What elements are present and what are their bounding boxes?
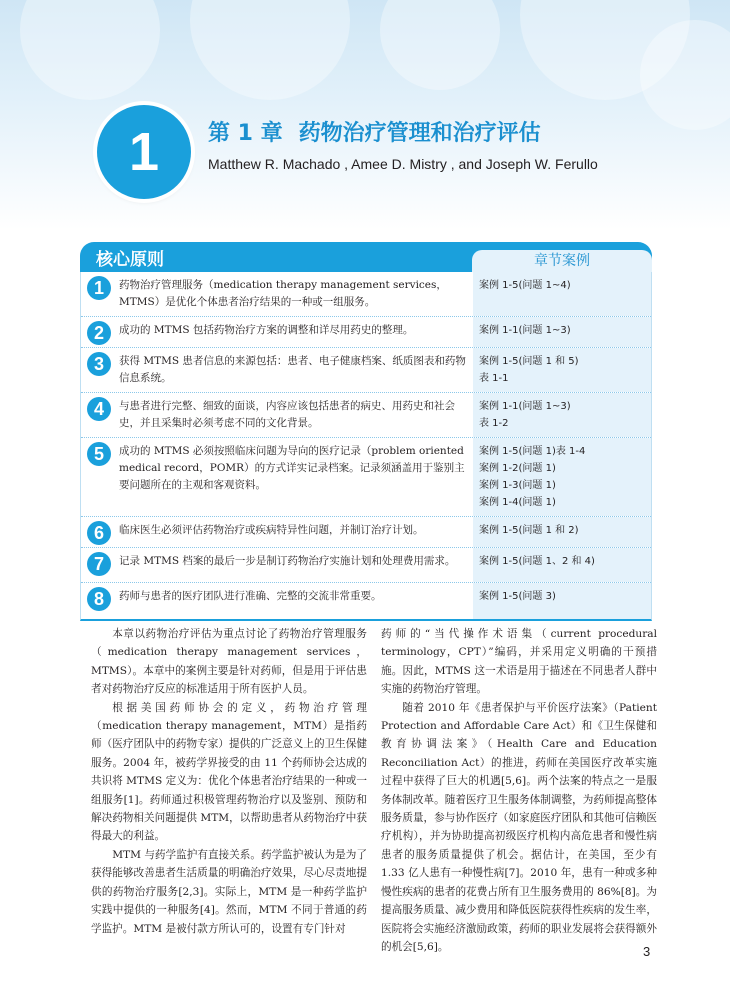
body-column-right [381, 625, 657, 956]
case-reference: 案例 1-3(问题 1) [479, 480, 556, 491]
principle-cases [473, 548, 651, 582]
principle-number: 7 [87, 552, 111, 576]
body-paragraph: 药师的“当代操作术语集（current procedural terminology，CPT）”编码，并采用定义明确的干预措施。因此，MTMS 这一术语是用于描述在不同患者人群中实施的药物治疗管理。 [381, 628, 657, 696]
chapter-title-text: 药物治疗管理和治疗评估 [298, 121, 541, 146]
principle-cases [473, 438, 651, 516]
principle-number-cell [81, 348, 117, 392]
case-reference: 案例 1-5(问题 1 和 5) [479, 356, 579, 367]
principle-number-cell [81, 317, 117, 347]
case-reference: 案例 1-5(问题 1~4) [479, 280, 571, 291]
case-reference: 案例 1-1(问题 1~3) [479, 325, 571, 336]
body-paragraph: 本章以药物治疗评估为重点讨论了药物治疗管理服务（medication therapy management services，MTMS）。本章中的案例主要是针对药师，但是用于评估患者对药物治疗反应的标准适用于所有医护人员。 [91, 628, 367, 696]
principle-text: 临床医生必须评估药物治疗或疾病特异性问题，并制订治疗计划。 [119, 524, 424, 536]
principle-number-cell [81, 272, 117, 316]
principle-number: 4 [87, 397, 111, 421]
header-band [0, 0, 730, 230]
body-column-left [91, 625, 367, 938]
case-reference: 案例 1-1(问题 1~3) [479, 401, 571, 412]
principle-cases [473, 317, 651, 347]
principle-row [81, 348, 651, 393]
chapter-cases-title: 章节案例 [472, 250, 652, 272]
page-number: 3 [643, 944, 651, 959]
body-paragraph: MTM 与药学监护有直接关系。药学监护被认为是为了获得能够改善患者生活质量的明确治疗效果，尽心尽责地提供的药物治疗服务[2,3]。实际上，MTM 是一种药学监护实践中提供的一种服务[4]。然而，MTM 不同于普通的药学监护。MTM 是被付款方所认可的，设置有专门针对 [91, 848, 367, 935]
core-principles-title: 核心原则 [96, 250, 164, 270]
body-paragraph: 根据美国药师协会的定义，药物治疗管理（medication therapy management，MTM）是指药师（医疗团队中的药物专家）提供的广泛意义上的卫生保健服务。2004 年，被药学界接受的由 11 个药师协会达成的共识将 MTMS 定义为：优化个体患者治疗结果的一种或一组服务[1]。药师通过积极管理药物治疗以及鉴别、预防和解决药物相关问题提供 MTM，以帮助患者从药物治疗中获得最大的利益。 [91, 701, 367, 843]
principle-cases [473, 393, 651, 437]
principle-number-cell [81, 548, 117, 582]
case-reference: 案例 1-5(问题 1 和 2) [479, 525, 579, 536]
decorative-bubble [190, 0, 350, 100]
principle-cases [473, 583, 651, 619]
principle-row [81, 583, 651, 619]
principle-row [81, 517, 651, 548]
case-reference: 案例 1-5(问题 1、2 和 4) [479, 556, 595, 567]
chapter-title-prefix: 第 1 章 [208, 121, 283, 146]
principle-row [81, 272, 651, 317]
principle-number: 8 [87, 587, 111, 611]
core-principles-box [80, 242, 652, 621]
body-paragraph: 随着 2010 年《患者保护与平价医疗法案》（Patient Protection and Affordable Care Act）和《卫生保健和教育协调法案》（Health Care and Education Reconciliation Act）的推进，药师在美国医疗改革实施过程中获得了巨大的机遇[5,6]。两个法案的特点之一是服务体制改革。随着医疗卫生服务体制调整，为药师提高整体服务质量，参与协作医疗（如家庭医疗团队和其他可信赖医疗机构），并为协助提高初级医疗机构内高危患者和慢性病患者的服务质量提供了机会。据估计，在美国，至少有 1.33 亿人患有一种慢性病[7]。2010 年，患有一种或多种慢性疾病的患者的花费占所有卫生服务费用的 86%[8]。为提高服务质量、减少费用和降低医院获得性疾病的发生率，医院将会实施经济激励政策，药师的职业发展将会获得额外的机会[5,6]。 [381, 701, 657, 953]
principle-number: 5 [87, 442, 111, 466]
principle-number: 1 [87, 276, 111, 300]
principle-text: 成功的 MTMS 必须按照临床问题为导向的医疗记录（problem oriented medical record，POMR）的方式详实记录档案。记录须涵盖用于鉴别主要问题所在的主观和客观资料。 [119, 445, 465, 491]
chapter-number-badge [97, 105, 191, 199]
principle-row [81, 548, 651, 583]
principle-cases [473, 272, 651, 316]
principle-text: 获得 MTMS 患者信息的来源包括：患者、电子健康档案、纸质图表和药物信息系统。 [119, 355, 466, 384]
case-reference: 表 1-2 [479, 418, 509, 429]
principle-text: 成功的 MTMS 包括药物治疗方案的调整和详尽用药史的整理。 [119, 324, 414, 336]
chapter-number: 1 [128, 122, 160, 182]
principle-number-cell [81, 583, 117, 619]
principle-row [81, 317, 651, 348]
principle-number-cell [81, 438, 117, 516]
core-principles-header [80, 242, 652, 272]
principle-text: 与患者进行完整、细致的面谈，内容应该包括患者的病史、用药史和社会史，并且采集时必须考虑不同的文化背景。 [119, 400, 455, 429]
case-reference: 表 1-1 [479, 373, 509, 384]
principle-number-cell [81, 393, 117, 437]
chapter-authors: Matthew R. Machado , Amee D. Mistry , and Joseph W. Ferullo [208, 156, 598, 172]
decorative-bubble [20, 0, 160, 100]
chapter-title [208, 116, 541, 147]
core-principles-list [80, 272, 652, 621]
case-reference: 案例 1-2(问题 1) [479, 463, 556, 474]
principle-number: 6 [87, 521, 111, 545]
case-reference: 案例 1-5(问题 1)表 1-4 [479, 446, 586, 457]
principle-number: 3 [87, 352, 111, 376]
principle-number: 2 [87, 321, 111, 345]
principle-text: 药师与患者的医疗团队进行准确、完整的交流非常重要。 [119, 590, 382, 602]
principle-row [81, 438, 651, 517]
case-reference: 案例 1-4(问题 1) [479, 497, 556, 508]
decorative-bubble [380, 0, 500, 90]
principle-text: 记录 MTMS 档案的最后一步是制订药物治疗实施计划和处理费用需求。 [119, 555, 456, 567]
principle-number-cell [81, 517, 117, 547]
principle-cases [473, 348, 651, 392]
principle-text: 药物治疗管理服务（medication therapy management services，MTMS）是优化个体患者治疗结果的一种或一组服务。 [119, 279, 447, 308]
principle-row [81, 393, 651, 438]
case-reference: 案例 1-5(问题 3) [479, 591, 556, 602]
principle-cases [473, 517, 651, 547]
